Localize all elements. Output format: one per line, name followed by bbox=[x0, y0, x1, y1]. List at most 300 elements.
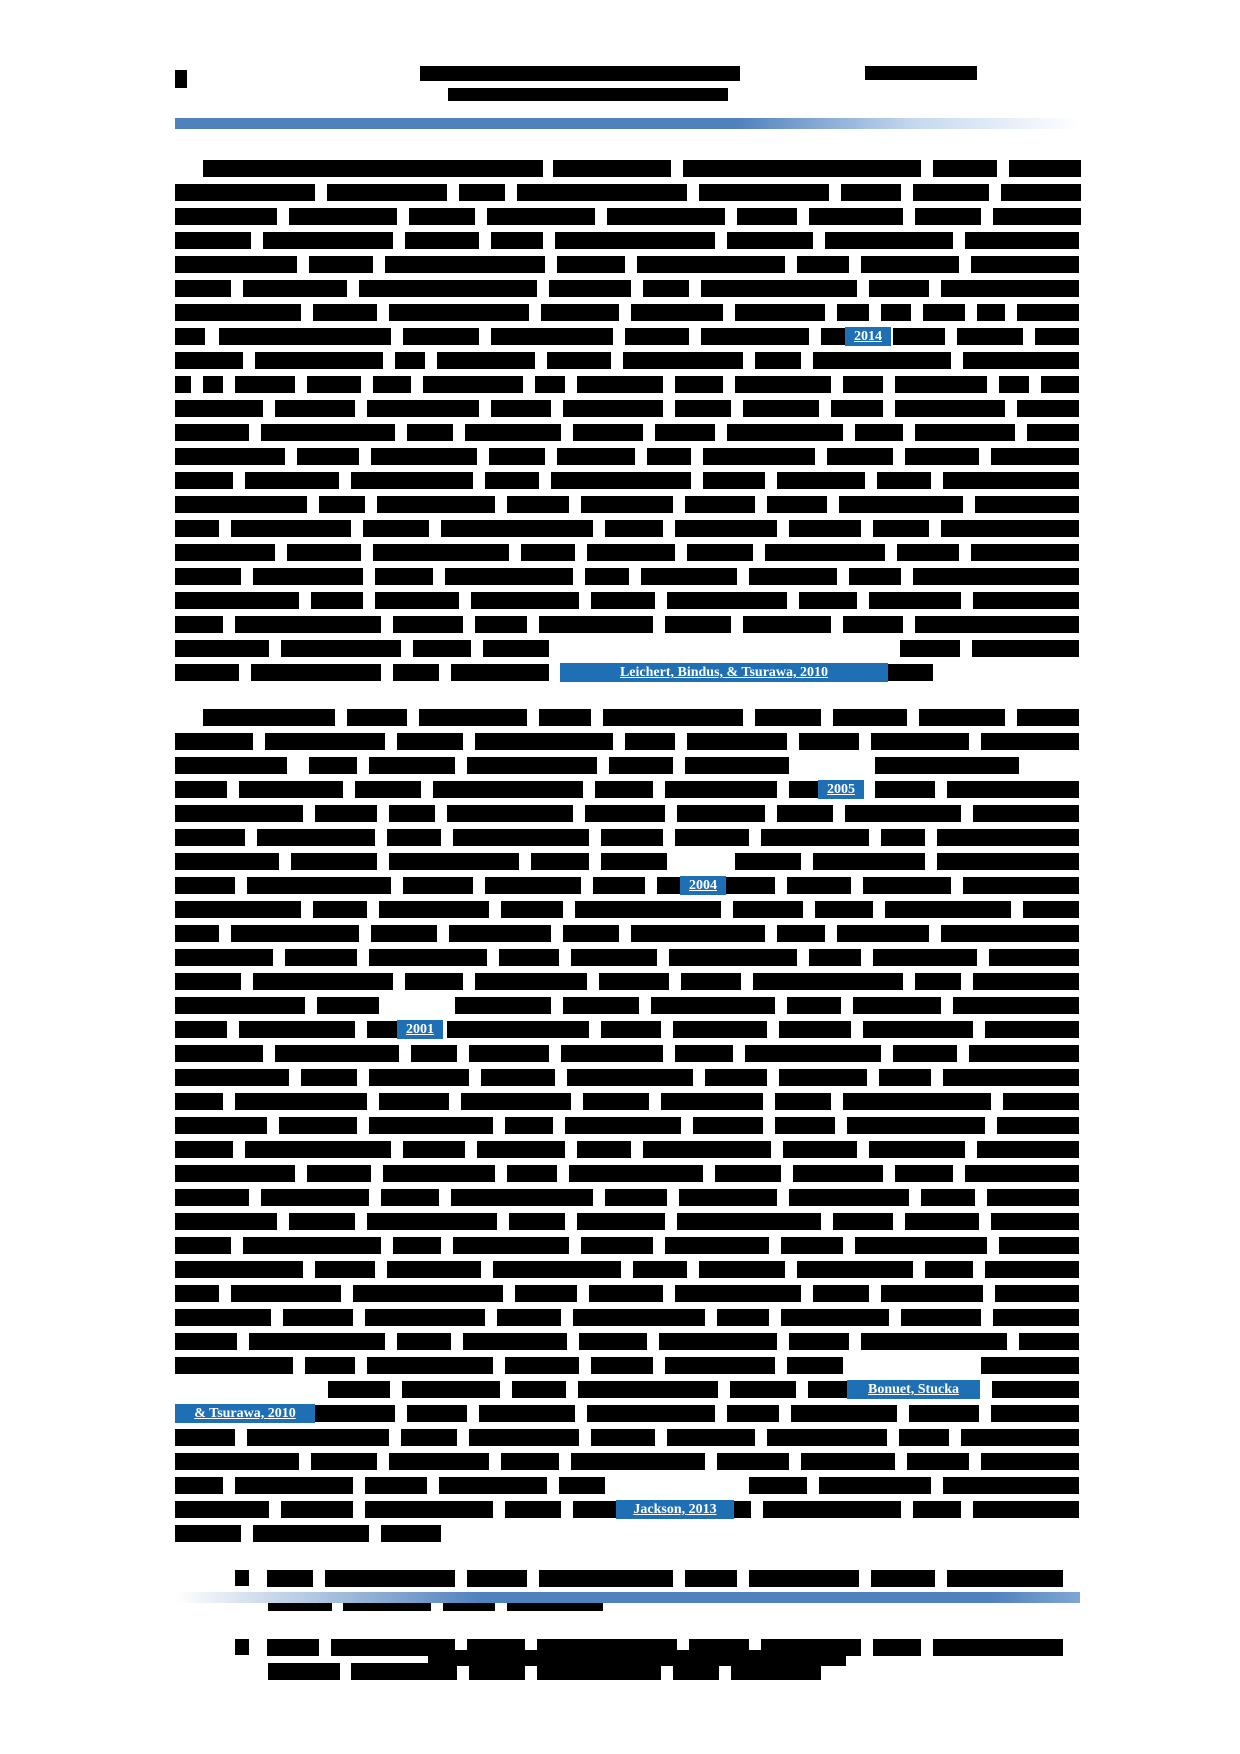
redacted-text bbox=[555, 232, 715, 249]
redacted-text bbox=[809, 208, 903, 225]
redacted-text bbox=[249, 1333, 385, 1350]
redacted-text bbox=[992, 1381, 1079, 1398]
redacted-text bbox=[685, 757, 789, 774]
redacted-text bbox=[693, 1117, 763, 1134]
redacted-text bbox=[245, 1141, 391, 1158]
redacted-text bbox=[563, 997, 639, 1014]
redacted-text bbox=[175, 805, 303, 822]
redacted-text bbox=[793, 1165, 883, 1182]
redacted-text bbox=[231, 1285, 341, 1302]
redacted-text bbox=[379, 901, 489, 918]
redacted-text bbox=[307, 1165, 371, 1182]
redacted-text bbox=[735, 304, 825, 321]
redacted-text bbox=[641, 568, 737, 585]
redacted-text bbox=[863, 1021, 973, 1038]
redacted-text bbox=[175, 1525, 241, 1542]
redacted-text bbox=[175, 781, 227, 798]
redacted-text bbox=[900, 640, 960, 657]
redacted-text bbox=[261, 1189, 369, 1206]
redacted-text bbox=[505, 1357, 579, 1374]
redacted-text bbox=[991, 1213, 1079, 1230]
redacted-text bbox=[287, 544, 361, 561]
redacted-text bbox=[389, 1453, 489, 1470]
redacted-text bbox=[203, 376, 223, 393]
redacted-text bbox=[577, 1213, 665, 1230]
redacted-text bbox=[843, 1093, 991, 1110]
redacted-text bbox=[403, 328, 479, 345]
redacted-text bbox=[995, 1285, 1079, 1302]
redacted-text bbox=[717, 1309, 769, 1326]
header-subtitle-redacted bbox=[448, 88, 728, 101]
redacted-text bbox=[311, 592, 363, 609]
redacted-text bbox=[743, 616, 831, 633]
text-line bbox=[175, 160, 1080, 177]
redacted-text bbox=[777, 472, 865, 489]
redacted-text bbox=[981, 733, 1079, 750]
redacted-text bbox=[727, 424, 843, 441]
redacted-text bbox=[447, 1021, 589, 1038]
redacted-text bbox=[581, 1237, 653, 1254]
text-line bbox=[175, 256, 1080, 273]
redacted-text bbox=[779, 1069, 867, 1086]
redacted-text bbox=[797, 1261, 913, 1278]
redacted-text bbox=[557, 448, 635, 465]
citation-link[interactable]: 2004 bbox=[680, 876, 726, 895]
text-line bbox=[175, 208, 1080, 225]
redacted-text bbox=[1023, 901, 1079, 918]
text-line bbox=[175, 472, 1080, 489]
redacted-text bbox=[283, 1309, 353, 1326]
redacted-text bbox=[219, 328, 391, 345]
redacted-text bbox=[837, 925, 929, 942]
redacted-text bbox=[389, 304, 529, 321]
redacted-text bbox=[737, 208, 797, 225]
redacted-text bbox=[561, 1045, 663, 1062]
redacted-text bbox=[599, 973, 669, 990]
redacted-text bbox=[389, 853, 519, 870]
redacted-text bbox=[999, 376, 1029, 393]
redacted-text bbox=[465, 424, 561, 441]
redacted-text bbox=[319, 496, 365, 513]
redacted-text bbox=[267, 1639, 319, 1656]
redacted-text bbox=[437, 352, 535, 369]
redacted-text bbox=[813, 853, 925, 870]
redacted-text bbox=[937, 853, 1079, 870]
text-line bbox=[175, 304, 1080, 321]
text-line bbox=[175, 1357, 1080, 1374]
redacted-text bbox=[381, 1525, 441, 1542]
redacted-text bbox=[831, 400, 883, 417]
redacted-text bbox=[487, 208, 595, 225]
redacted-text bbox=[881, 304, 911, 321]
redacted-text bbox=[973, 592, 1079, 609]
redacted-text bbox=[175, 424, 249, 441]
redacted-text bbox=[735, 853, 801, 870]
redacted-text bbox=[781, 1237, 843, 1254]
redacted-text bbox=[235, 616, 381, 633]
citation-link[interactable]: 2005 bbox=[818, 780, 864, 799]
citation-link[interactable]: 2014 bbox=[845, 327, 891, 346]
redacted-text bbox=[1003, 1093, 1079, 1110]
redacted-text bbox=[735, 376, 831, 393]
redacted-text bbox=[1017, 400, 1079, 417]
paragraph-mark-icon bbox=[175, 70, 187, 88]
redacted-text bbox=[685, 496, 755, 513]
text-line bbox=[175, 781, 1080, 798]
redacted-text bbox=[873, 520, 929, 537]
redacted-text bbox=[175, 1141, 233, 1158]
redacted-text bbox=[578, 1381, 718, 1398]
redacted-text bbox=[925, 1261, 973, 1278]
redacted-text bbox=[291, 853, 377, 870]
redacted-text bbox=[749, 1477, 807, 1494]
text-line bbox=[175, 1477, 1080, 1494]
redacted-text bbox=[687, 544, 753, 561]
redacted-text bbox=[397, 733, 463, 750]
redacted-text bbox=[481, 1069, 555, 1086]
redacted-text bbox=[539, 616, 653, 633]
document-body bbox=[175, 160, 1080, 1687]
redacted-text bbox=[849, 568, 901, 585]
redacted-text bbox=[235, 1093, 367, 1110]
redacted-text bbox=[491, 400, 551, 417]
redacted-text bbox=[365, 1477, 427, 1494]
redacted-text bbox=[789, 1333, 849, 1350]
redacted-text bbox=[411, 1045, 457, 1062]
redacted-text bbox=[247, 1429, 389, 1446]
redacted-text bbox=[643, 1141, 771, 1158]
text-line bbox=[175, 1117, 1080, 1134]
redacted-text bbox=[512, 1381, 566, 1398]
redacted-text bbox=[705, 1069, 767, 1086]
redacted-text bbox=[637, 256, 785, 273]
redacted-text bbox=[175, 376, 191, 393]
list-item-marker bbox=[235, 1639, 249, 1655]
redacted-text bbox=[261, 424, 395, 441]
redacted-text bbox=[913, 1501, 961, 1518]
redacted-text bbox=[403, 1141, 465, 1158]
redacted-text bbox=[563, 400, 663, 417]
redacted-text bbox=[393, 616, 463, 633]
redacted-text bbox=[797, 256, 849, 273]
redacted-text bbox=[489, 448, 545, 465]
redacted-text bbox=[557, 256, 625, 273]
redacted-text bbox=[873, 949, 977, 966]
redacted-text bbox=[841, 184, 901, 201]
redacted-text bbox=[827, 448, 893, 465]
redacted-text bbox=[175, 1477, 223, 1494]
redacted-text bbox=[997, 1117, 1079, 1134]
redacted-text bbox=[175, 496, 307, 513]
text-line bbox=[175, 829, 1080, 846]
redacted-text bbox=[175, 973, 241, 990]
text-line bbox=[175, 1525, 1080, 1542]
redacted-text bbox=[675, 829, 749, 846]
redacted-text bbox=[567, 1069, 693, 1086]
text-line bbox=[175, 328, 1080, 345]
text-line bbox=[175, 232, 1080, 249]
redacted-text bbox=[571, 949, 657, 966]
list-item-marker bbox=[235, 1570, 249, 1586]
redacted-text bbox=[539, 709, 591, 726]
redacted-text bbox=[313, 901, 367, 918]
redacted-text bbox=[873, 1639, 921, 1656]
redacted-text bbox=[203, 709, 335, 726]
redacted-text bbox=[933, 160, 997, 177]
redacted-text bbox=[847, 1117, 985, 1134]
redacted-text bbox=[559, 1477, 605, 1494]
redacted-text bbox=[505, 1117, 553, 1134]
redacted-text bbox=[369, 1117, 493, 1134]
redacted-text bbox=[309, 256, 373, 273]
redacted-text bbox=[683, 160, 921, 177]
text-line bbox=[175, 1069, 1080, 1086]
redacted-text bbox=[947, 781, 1079, 798]
redacted-text bbox=[975, 496, 1079, 513]
redacted-text bbox=[937, 829, 1079, 846]
redacted-text bbox=[587, 544, 675, 561]
page-header bbox=[175, 62, 1080, 104]
redacted-text bbox=[701, 280, 857, 297]
redacted-text bbox=[401, 1429, 457, 1446]
redacted-text bbox=[625, 328, 689, 345]
redacted-text bbox=[175, 853, 279, 870]
redacted-text bbox=[253, 568, 363, 585]
redacted-text bbox=[547, 352, 611, 369]
redacted-text bbox=[991, 448, 1079, 465]
redacted-text bbox=[589, 1285, 663, 1302]
redacted-text bbox=[573, 424, 643, 441]
redacted-text bbox=[175, 1021, 227, 1038]
redacted-text bbox=[289, 208, 397, 225]
redacted-text bbox=[403, 877, 473, 894]
redacted-text bbox=[175, 280, 231, 297]
redacted-text bbox=[875, 757, 1019, 774]
citation-link[interactable]: 2001 bbox=[397, 1020, 443, 1039]
redacted-text bbox=[943, 472, 1079, 489]
redacted-text bbox=[933, 1639, 1063, 1656]
text-line bbox=[175, 1501, 1080, 1518]
citation-link[interactable]: Jackson, 2013 bbox=[616, 1500, 734, 1519]
redacted-text bbox=[783, 1141, 857, 1158]
redacted-text bbox=[675, 376, 723, 393]
redacted-text bbox=[601, 829, 663, 846]
text-line bbox=[175, 1165, 1080, 1182]
redacted-text bbox=[459, 184, 505, 201]
header-right-redacted bbox=[865, 66, 977, 80]
redacted-text bbox=[275, 400, 355, 417]
text-line bbox=[175, 757, 1080, 774]
redacted-text bbox=[999, 1237, 1079, 1254]
redacted-text bbox=[1009, 160, 1081, 177]
redacted-text bbox=[977, 304, 1005, 321]
redacted-text bbox=[893, 1045, 957, 1062]
citation-link[interactable]: Bonuet, Stucka bbox=[847, 1380, 980, 1399]
text-line bbox=[175, 1093, 1080, 1110]
redacted-text bbox=[175, 733, 253, 750]
redacted-text bbox=[667, 592, 787, 609]
redacted-text bbox=[591, 1357, 653, 1374]
redacted-text bbox=[307, 376, 361, 393]
redacted-text bbox=[957, 328, 1023, 345]
redacted-text bbox=[467, 757, 597, 774]
redacted-text bbox=[461, 1093, 571, 1110]
redacted-text bbox=[973, 1501, 1079, 1518]
redacted-text bbox=[915, 616, 1079, 633]
redacted-text bbox=[351, 472, 473, 489]
citation-link[interactable]: & Tsurawa, 2010 bbox=[175, 1404, 315, 1423]
redacted-text bbox=[699, 1261, 785, 1278]
redacted-text bbox=[623, 352, 743, 369]
redacted-text bbox=[369, 1069, 469, 1086]
redacted-text bbox=[665, 1237, 769, 1254]
redacted-text bbox=[915, 973, 961, 990]
paragraph-gap bbox=[175, 1549, 1080, 1563]
redacted-text bbox=[985, 1261, 1079, 1278]
redacted-text bbox=[651, 997, 775, 1014]
redacted-text bbox=[1041, 376, 1079, 393]
redacted-text bbox=[491, 232, 543, 249]
text-line bbox=[175, 709, 1080, 726]
redacted-text bbox=[253, 1525, 369, 1542]
redacted-text bbox=[175, 1261, 303, 1278]
redacted-text bbox=[255, 352, 383, 369]
redacted-text bbox=[845, 805, 961, 822]
redacted-text bbox=[571, 1453, 705, 1470]
redacted-text bbox=[715, 1165, 781, 1182]
text-line bbox=[175, 400, 1080, 417]
redacted-text bbox=[453, 1237, 569, 1254]
redacted-text bbox=[791, 1405, 897, 1422]
redacted-text bbox=[943, 1069, 1079, 1086]
redacted-text bbox=[605, 520, 663, 537]
redacted-text bbox=[733, 901, 803, 918]
redacted-text bbox=[175, 757, 287, 774]
text-line bbox=[175, 1237, 1080, 1254]
redacted-text bbox=[407, 424, 453, 441]
citation-link[interactable]: Leichert, Bindus, & Tsurawa, 2010 bbox=[560, 663, 888, 682]
text-line bbox=[175, 1021, 1080, 1038]
redacted-text bbox=[175, 208, 277, 225]
redacted-text bbox=[565, 1117, 681, 1134]
redacted-text bbox=[577, 1141, 631, 1158]
redacted-text bbox=[575, 901, 721, 918]
header-rule bbox=[175, 118, 1080, 129]
redacted-text bbox=[175, 1237, 231, 1254]
redacted-text bbox=[379, 1093, 449, 1110]
redacted-text bbox=[581, 496, 673, 513]
redacted-text bbox=[239, 781, 343, 798]
text-line bbox=[175, 949, 1080, 966]
redacted-text bbox=[279, 1117, 357, 1134]
redacted-text bbox=[281, 1501, 353, 1518]
redacted-text bbox=[257, 829, 375, 846]
text-line bbox=[175, 973, 1080, 990]
redacted-text bbox=[789, 1189, 909, 1206]
text-line bbox=[175, 997, 1080, 1014]
redacted-text bbox=[837, 304, 869, 321]
redacted-text bbox=[787, 997, 841, 1014]
redacted-text bbox=[175, 640, 269, 657]
redacted-text bbox=[893, 328, 945, 345]
redacted-text bbox=[853, 997, 941, 1014]
redacted-text bbox=[1017, 709, 1079, 726]
redacted-text bbox=[423, 376, 523, 393]
redacted-text bbox=[609, 757, 673, 774]
redacted-text bbox=[175, 925, 219, 942]
redacted-text bbox=[175, 1045, 263, 1062]
redacted-text bbox=[243, 280, 347, 297]
redacted-text bbox=[297, 448, 359, 465]
redacted-text bbox=[981, 1357, 1079, 1374]
redacted-text bbox=[175, 1333, 237, 1350]
redacted-text bbox=[601, 1021, 661, 1038]
text-line bbox=[175, 1213, 1080, 1230]
redacted-text bbox=[499, 949, 559, 966]
redacted-text bbox=[809, 949, 861, 966]
redacted-text bbox=[535, 376, 565, 393]
redacted-text bbox=[289, 1213, 355, 1230]
redacted-text bbox=[175, 304, 301, 321]
redacted-text bbox=[563, 925, 619, 942]
redacted-text bbox=[905, 448, 979, 465]
redacted-text bbox=[325, 1570, 455, 1587]
redacted-text bbox=[1019, 1333, 1079, 1350]
redacted-text bbox=[441, 520, 593, 537]
redacted-text bbox=[899, 1429, 949, 1446]
redacted-text bbox=[799, 733, 859, 750]
redacted-text bbox=[1017, 304, 1079, 321]
redacted-text bbox=[501, 901, 563, 918]
redacted-text bbox=[367, 400, 479, 417]
redacted-text bbox=[989, 949, 1079, 966]
text-line bbox=[175, 733, 1080, 750]
redacted-text bbox=[643, 280, 689, 297]
redacted-text bbox=[247, 877, 391, 894]
redacted-text bbox=[777, 925, 825, 942]
redacted-text bbox=[665, 781, 777, 798]
redacted-text bbox=[507, 1165, 557, 1182]
redacted-text bbox=[913, 184, 989, 201]
redacted-text bbox=[755, 352, 801, 369]
redacted-text bbox=[551, 472, 691, 489]
redacted-text bbox=[175, 949, 273, 966]
redacted-text bbox=[667, 1429, 755, 1446]
redacted-text bbox=[591, 592, 655, 609]
redacted-text bbox=[687, 733, 787, 750]
redacted-text bbox=[701, 328, 809, 345]
redacted-text bbox=[981, 1453, 1079, 1470]
redacted-text bbox=[815, 901, 873, 918]
redacted-text bbox=[175, 1357, 293, 1374]
redacted-text bbox=[371, 925, 437, 942]
redacted-text bbox=[677, 805, 765, 822]
redacted-text bbox=[387, 1261, 481, 1278]
redacted-text bbox=[263, 232, 393, 249]
redacted-text bbox=[885, 901, 1011, 918]
redacted-text bbox=[375, 568, 433, 585]
redacted-text bbox=[583, 1093, 649, 1110]
redacted-text bbox=[905, 1213, 979, 1230]
text-line bbox=[175, 1045, 1080, 1062]
redacted-text bbox=[593, 877, 645, 894]
redacted-text bbox=[469, 1429, 579, 1446]
redacted-text bbox=[355, 781, 421, 798]
redacted-text bbox=[875, 781, 935, 798]
redacted-text bbox=[175, 544, 275, 561]
redacted-text bbox=[961, 1429, 1079, 1446]
redacted-text bbox=[861, 256, 959, 273]
